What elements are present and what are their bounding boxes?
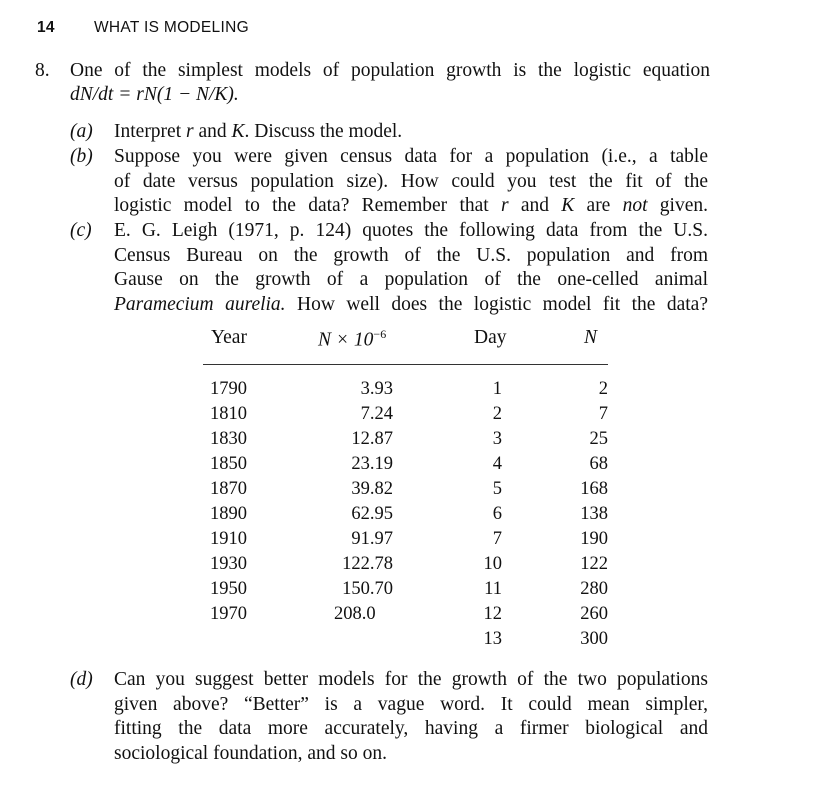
part-c-line: Paramecium aurelia. How well does the logistic model fit the data?	[114, 293, 708, 315]
day-cell: 7	[492, 529, 502, 549]
count-cell: 168	[580, 479, 608, 499]
column-n	[560, 377, 608, 652]
header-day: Day	[474, 327, 507, 348]
column-year	[210, 377, 270, 627]
part-c-line: Census Bureau on the growth of the U.S. population and from	[114, 244, 708, 266]
day-cell: 5	[492, 479, 502, 499]
problem-statement: One of the simplest models of population growth is the logistic equation	[70, 60, 710, 81]
part-c-text	[114, 219, 708, 317]
part-c-line: Gause on the growth of a population of the one-celled animal	[114, 269, 708, 291]
day-cell: 13	[483, 629, 502, 649]
year-cell: 1810	[210, 404, 247, 424]
year-cell: 1950	[210, 579, 247, 599]
count-cell: 25	[589, 429, 608, 449]
part-d-line: given above? “Better” is a vague word. It could mean simpler,	[114, 693, 708, 715]
population-cell: 62.95	[351, 504, 393, 524]
part-d-line: sociological foundation, and so on.	[114, 742, 387, 764]
part-a-text	[114, 120, 708, 145]
part-c-line: E. G. Leigh (1971, p. 124) quotes the following data from the U.S.	[114, 220, 708, 241]
running-title: WHAT IS MODELING	[94, 19, 249, 36]
header-n-scaled-exp: −6	[373, 327, 387, 341]
count-cell: 280	[580, 579, 608, 599]
population-cell: 12.87	[351, 429, 393, 449]
table-rule	[203, 364, 608, 365]
count-cell: 7	[598, 404, 608, 424]
header-n-scaled	[318, 327, 386, 352]
part-a-line: Interpret r and K. Discuss the model.	[114, 121, 403, 142]
part-b-tag: (b)	[70, 146, 93, 167]
day-cell: 4	[492, 454, 502, 474]
population-cell: 91.97	[351, 529, 393, 549]
year-cell: 1850	[210, 454, 247, 474]
day-cell: 1	[492, 379, 502, 399]
year-cell: 1930	[210, 554, 247, 574]
part-d-text	[114, 668, 708, 766]
header-n-scaled-base: N × 10	[318, 329, 374, 351]
header-n: N	[584, 327, 598, 348]
day-cell: 3	[492, 429, 502, 449]
year-cell: 1870	[210, 479, 247, 499]
count-cell: 122	[580, 554, 608, 574]
population-cell: 7.24	[360, 404, 393, 424]
population-cell: 208.0	[334, 604, 376, 624]
header-year: Year	[211, 327, 247, 348]
population-cell: 122.78	[342, 554, 393, 574]
column-n-scaled	[315, 377, 393, 627]
part-d-tag: (d)	[70, 669, 93, 690]
part-b-line: of date versus population size). How could you test the fit of the	[114, 170, 708, 192]
population-cell: 150.70	[342, 579, 393, 599]
part-b-line: Suppose you were given census data for a population (i.e., a table	[114, 146, 708, 167]
day-cell: 6	[492, 504, 502, 524]
count-cell: 190	[580, 529, 608, 549]
year-cell: 1910	[210, 529, 247, 549]
column-day	[470, 377, 502, 652]
day-cell: 12	[483, 604, 502, 624]
day-cell: 10	[483, 554, 502, 574]
part-d-line: fitting the data more accurately, having a firmer biological and	[114, 718, 708, 740]
part-a-tag: (a)	[70, 121, 93, 142]
part-b-line: logistic model to the data? Remember that r and K are not given.	[114, 195, 708, 217]
part-c-tag: (c)	[70, 220, 92, 241]
part-b-text	[114, 145, 708, 219]
population-cell: 3.93	[360, 379, 393, 399]
count-cell: 2	[598, 379, 608, 399]
count-cell: 260	[580, 604, 608, 624]
population-cell: 23.19	[351, 454, 393, 474]
year-cell: 1790	[210, 379, 247, 399]
year-cell: 1890	[210, 504, 247, 524]
problem-number: 8.	[35, 60, 50, 81]
population-cell: 39.82	[351, 479, 393, 499]
year-cell: 1970	[210, 604, 247, 624]
day-cell: 11	[484, 579, 502, 599]
count-cell: 138	[580, 504, 608, 524]
page-number: 14	[37, 19, 55, 36]
logistic-equation: dN/dt = rN(1 − N/K).	[70, 84, 239, 105]
part-d-line: Can you suggest better models for the growth of the two populations	[114, 669, 708, 690]
day-cell: 2	[492, 404, 502, 424]
count-cell: 68	[589, 454, 608, 474]
count-cell: 300	[580, 629, 608, 649]
year-cell: 1830	[210, 429, 247, 449]
